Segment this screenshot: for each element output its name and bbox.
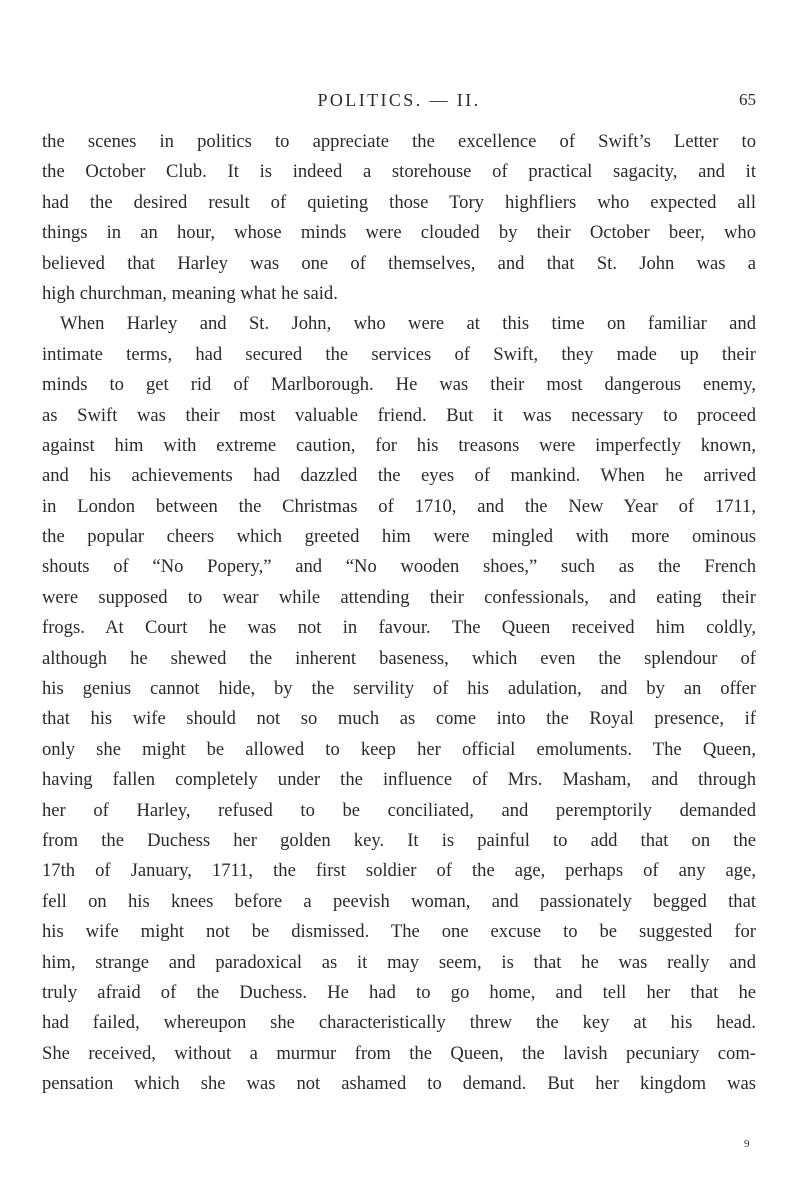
text-line: believed that Harley was one of themselves, and that St. John was a: [42, 252, 756, 274]
body-text: [42, 127, 756, 1100]
running-title: POLITICS. — II.: [317, 90, 481, 110]
text-line: having fallen completely under the influence of Mrs. Masham, and through: [42, 769, 756, 791]
text-line: from the Duchess her golden key. It is painful to add that on the: [42, 829, 756, 851]
text-line: him, strange and paradoxical as it may seem, is that he was really and: [42, 951, 756, 973]
text-line: fell on his knees before a peevish woman, and passionately begged that: [42, 890, 756, 912]
text-line: although he shewed the inherent baseness, which even the splendour of: [42, 647, 756, 669]
text-line: shouts of “No Popery,” and “No wooden shoes,” such as the French: [42, 556, 756, 578]
text-line: had failed, whereupon she characteristically threw the key at his head.: [42, 1012, 756, 1034]
page-number: 65: [739, 90, 756, 109]
text-line: against him with extreme caution, for his treasons were imperfectly known,: [42, 434, 756, 456]
text-line: had the desired result of quieting those Tory highfliers who expected all: [42, 191, 756, 213]
text-line: the popular cheers which greeted him were mingled with more ominous: [42, 526, 756, 548]
signature-mark: 9: [744, 1138, 750, 1150]
text-line: minds to get rid of Marlborough. He was their most dangerous enemy,: [42, 374, 756, 396]
text-line: She received, without a murmur from the Queen, the lavish pecuniary com-: [42, 1042, 756, 1064]
text-line: as Swift was their most valuable friend. But it was necessary to proceed: [42, 404, 756, 426]
text-line: frogs. At Court he was not in favour. The Queen received him coldly,: [42, 617, 756, 639]
text-line: truly afraid of the Duchess. He had to go home, and tell her that he: [42, 981, 756, 1003]
text-line: 17th of January, 1711, the first soldier of the age, perhaps of any age,: [42, 860, 756, 882]
text-line: When Harley and St. John, who were at this time on familiar and: [60, 313, 756, 335]
text-line: her of Harley, refused to be conciliated, and peremptorily demanded: [42, 799, 756, 821]
text-line: his wife might not be dismissed. The one excuse to be suggested for: [42, 921, 756, 943]
text-line: only she might be allowed to keep her official emoluments. The Queen,: [42, 738, 756, 760]
text-line: were supposed to wear while attending their confessionals, and eating their: [42, 586, 756, 608]
text-line: that his wife should not so much as come into the Royal presence, if: [42, 708, 756, 730]
text-line: pensation which she was not ashamed to demand. But her kingdom was: [42, 1073, 756, 1095]
text-line: the scenes in politics to appreciate the excellence of Swift’s Letter to: [42, 131, 756, 152]
text-line: high churchman, meaning what he said.: [42, 282, 338, 304]
text-line: in London between the Christmas of 1710, and the New Year of 1711,: [42, 495, 756, 517]
running-head: [42, 90, 756, 114]
text-line: intimate terms, had secured the services of Swift, they made up their: [42, 343, 756, 365]
text-line: and his achievements had dazzled the eyes of mankind. When he arrived: [42, 465, 756, 487]
text-line: his genius cannot hide, by the servility of his adulation, and by an offer: [42, 678, 756, 700]
text-line: things in an hour, whose minds were clouded by their October beer, who: [42, 222, 756, 244]
text-line: the October Club. It is indeed a storehouse of practical sagacity, and it: [42, 161, 756, 183]
